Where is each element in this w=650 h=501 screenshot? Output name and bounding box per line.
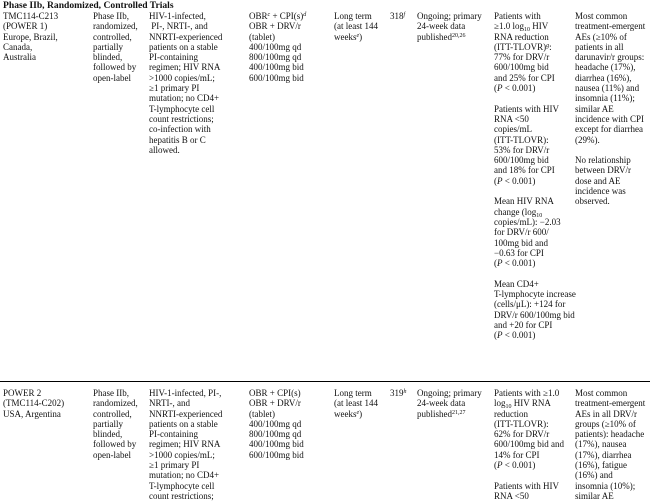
- patient-count-cell: [390, 11, 415, 21]
- dose-line: 600/100mg bid: [249, 72, 304, 83]
- status-line: Ongoing; primary: [417, 388, 482, 398]
- status-line: 24-week data: [417, 398, 466, 409]
- design-cell: [93, 388, 145, 460]
- trial-name-line: POWER 2: [3, 388, 42, 398]
- design-line: controlled,: [93, 408, 132, 419]
- safety-paragraph: No relationship between DRV/r dose and AE incidence was observed.: [575, 155, 632, 207]
- section-heading: Phase IIb, Randomized, Controlled Trials: [3, 0, 174, 11]
- population-line: >1000 copies/mL;: [149, 449, 215, 460]
- treatment-line: OBR + CPI(s): [249, 388, 301, 398]
- design-line: followed by: [93, 439, 137, 450]
- dose-line: 400/100mg qd: [249, 41, 302, 52]
- duration-line: Long term: [334, 388, 372, 398]
- population-line: count restrictions;: [149, 113, 214, 124]
- population-line: PI-containing: [149, 52, 198, 63]
- population-line: PI-containing: [149, 429, 198, 440]
- design-line: randomized,: [93, 398, 138, 409]
- trial-name-line: Australia: [3, 52, 36, 63]
- population-line: NNRTI-experienced: [149, 408, 223, 419]
- efficacy-cell: [494, 11, 576, 341]
- population-line: patients on a stable: [149, 418, 218, 429]
- design-line: open-label: [93, 72, 131, 83]
- efficacy-paragraph: Patients with HIV RNA <50 copies/mL (ITT-TLOVR): 53% for DRV/r 600/100mg bid and 18% for CPI (P < 0.001): [494, 103, 559, 186]
- duration-cell: [334, 11, 389, 42]
- row-divider: [0, 381, 650, 382]
- design-line: controlled,: [93, 31, 132, 42]
- treatment-line: (tablet): [249, 408, 275, 419]
- population-line: NNRTI-experienced: [149, 31, 223, 42]
- population-line: >1000 copies/mL;: [149, 72, 215, 83]
- population-cell: [149, 388, 244, 501]
- trial-name-line: (TMC114-C202): [3, 398, 65, 409]
- population-line: mutation; no CD4+: [149, 470, 220, 481]
- efficacy-paragraph: Mean CD4+ T-lymphocyte increase (cells/μL): +124 for DRV/r 600/100mg bid and +20 for CPI (P < 0.001): [494, 278, 576, 341]
- status-line: 24-week data: [417, 21, 466, 32]
- patient-count: 319$^h$: [390, 388, 407, 398]
- efficacy-paragraph: Patients with ≥1.0 $\log_{10}$ HIV RNA reduction (ITT-TLOVR)$^g$: 77% for DRV/r 600/100mg bid and 25% for CPI (P < 0.001): [494, 11, 555, 94]
- population-line: patients on a stable: [149, 41, 218, 52]
- trial-name-line: Canada,: [3, 41, 33, 52]
- trial-name-line: (POWER 1): [3, 21, 48, 32]
- trial-name-cell: [3, 11, 63, 62]
- population-line: mutation; no CD4+: [149, 93, 220, 104]
- dose-line: 400/100mg bid: [249, 62, 304, 73]
- safety-cell: [575, 11, 650, 207]
- population-line: regimen; HIV RNA: [149, 62, 221, 73]
- treatment-line: (tablet): [249, 31, 275, 42]
- duration-line: weeks$^e$): [334, 408, 363, 419]
- dose-line: 800/100mg qd: [249, 429, 302, 440]
- safety-paragraph: Most common treatment-emergent AEs (≥10% of patients in all darunavir/r groups: headache (17%), diarrhea (16%), nausea (11%) and insomnia (11%); similar AE incidence with CPI except for diarrhea (29%).: [575, 11, 646, 145]
- patient-count: 318$^f$: [390, 11, 406, 21]
- design-line: partially: [93, 418, 123, 429]
- efficacy-paragraph: Patients with ≥1.0 $\log_{10}$ HIV RNA reduction (ITT-TLOVR): 62% for DRV/r 600/100mg bid and 14% for CPI (P < 0.001): [494, 388, 564, 471]
- design-line: randomized,: [93, 21, 138, 32]
- treatment-cell: [249, 388, 309, 460]
- population-line: PI-, NRTI-, and: [149, 21, 208, 32]
- efficacy-paragraph: Patients with HIV RNA <50: [494, 480, 559, 501]
- dose-line: 400/100mg bid: [249, 439, 304, 450]
- efficacy-cell: [494, 388, 576, 501]
- efficacy-paragraph: Mean HIV RNA change ($\log_{10}$ copies/mL): −2.03 for DRV/r 600/ 100mg bid and −0.63 for CPI (P < 0.001): [494, 196, 561, 269]
- population-cell: [149, 11, 244, 155]
- duration-line: weeks$^e$): [334, 31, 363, 42]
- design-line: Phase IIb,: [93, 388, 129, 398]
- treatment-line: $OBR^c + CPI(s)^d$: [249, 11, 307, 21]
- design-line: followed by: [93, 62, 137, 73]
- treatment-cell: [249, 11, 309, 83]
- population-line: count restrictions;: [149, 490, 214, 501]
- population-line: ≥1 primary PI: [149, 83, 200, 94]
- design-line: blinded,: [93, 429, 123, 440]
- trial-name-cell: [3, 388, 73, 419]
- population-line: co-infection with: [149, 124, 211, 135]
- status-line: published$^{21,27}$: [417, 408, 466, 419]
- status-line: Ongoing; primary: [417, 11, 482, 21]
- population-line: allowed.: [149, 144, 180, 155]
- duration-cell: [334, 388, 389, 419]
- population-line: ≥1 primary PI: [149, 460, 200, 471]
- trial-name-line: Europe, Brazil,: [3, 31, 58, 42]
- design-line: open-label: [93, 449, 131, 460]
- treatment-line: OBR + DRV/r: [249, 21, 301, 32]
- safety-paragraph: Most common treatment-emergent AEs in all DRV/r groups (≥10% of patients): headache (17%), nausea (17%), diarrhea (16%), fatigue (16%) and insomnia (10%); similar AE: [575, 388, 646, 501]
- trial-name-line: USA, Argentina: [3, 408, 61, 419]
- design-line: blinded,: [93, 52, 123, 63]
- duration-line: (at least 144: [334, 398, 378, 409]
- population-line: HIV-1-infected,: [149, 11, 206, 21]
- patient-count-cell: [390, 388, 415, 398]
- design-line: Phase IIb,: [93, 11, 129, 21]
- population-line: T-lymphocyte cell: [149, 480, 215, 491]
- population-line: T-lymphocyte cell: [149, 103, 215, 114]
- dose-line: 400/100mg qd: [249, 418, 302, 429]
- status-cell: [417, 388, 487, 419]
- population-line: regimen; HIV RNA: [149, 439, 221, 450]
- status-cell: [417, 11, 487, 42]
- population-line: hepatitis B or C: [149, 134, 206, 145]
- duration-line: (at least 144: [334, 21, 378, 32]
- status-line: published$^{20,26}$: [417, 31, 466, 42]
- population-line: NRTI-, and: [149, 398, 190, 409]
- duration-line: Long term: [334, 11, 372, 21]
- treatment-line: OBR + DRV/r: [249, 398, 301, 409]
- population-line: HIV-1-infected, PI-,: [149, 388, 222, 398]
- safety-cell: [575, 388, 650, 501]
- dose-line: 800/100mg qd: [249, 52, 302, 63]
- dose-line: 600/100mg bid: [249, 449, 304, 460]
- design-cell: [93, 11, 145, 83]
- design-line: partially: [93, 41, 123, 52]
- trial-name-line: TMC114-C213: [3, 11, 59, 21]
